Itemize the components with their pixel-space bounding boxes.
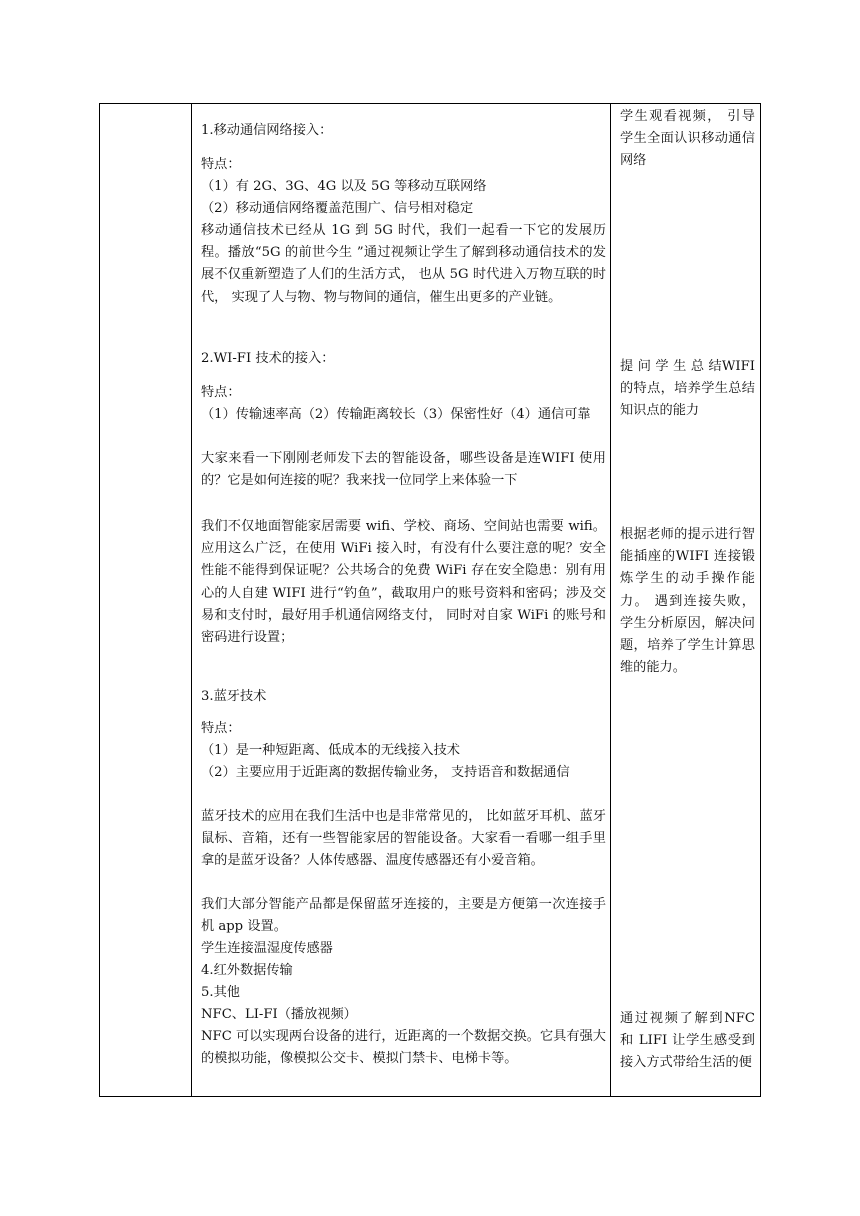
- paragraph: NFC 可以实现两台设备的进行，近距离的一个数据交换。它具有强大的模拟功能，像模拟公交卡、模拟门禁卡、电梯卡等。: [201, 1029, 606, 1067]
- paragraph: 移动通信技术已经从 1G 到 5G 时代，我们一起看一下它的发展历程。播放“5G 的前世今生 ”通过视频让学生了解到移动通信技术的发展不仅重新塑造了人们的生活方式， 也从 5G 时代进入万物互联的时代， 实现了人与物、物与物间的通信，催生出更多的产业链。: [201, 223, 606, 305]
- feature-item: （1）传输速率高（2）传输距离较长（3）保密性好（4）通信可靠: [201, 407, 591, 422]
- feature-label: 特点：: [201, 721, 241, 736]
- section-title: 2.WI-FI 技术的接入：: [201, 351, 335, 366]
- section-title: 4.红外数据传输: [201, 963, 293, 978]
- column-divider: [191, 104, 192, 1096]
- feature-item: （2）主要应用于近距离的数据传输业务， 支持语音和数据通信: [201, 765, 570, 780]
- paragraph: NFC、LI-FI（播放视频）: [201, 1007, 357, 1022]
- teaching-content-column: [201, 120, 606, 1096]
- column-divider: [610, 104, 611, 1096]
- lesson-table: [99, 103, 761, 1097]
- paragraph: 大家来看一下刚刚老师发下去的智能设备，哪些设备是连WIFI 使用的？它是如何连接的呢？我来找一位同学上来体验一下: [201, 451, 606, 489]
- paragraph: 学生连接温湿度传感器: [201, 941, 333, 956]
- feature-item: （1）是一种短距离、低成本的无线接入技术: [201, 743, 460, 758]
- section-title: 1.移动通信网络接入：: [201, 123, 333, 138]
- paragraph: 我们大部分智能产品都是保留蓝牙连接的，主要是方便第一次连接手机 app 设置。: [201, 897, 606, 935]
- paragraph: 蓝牙技术的应用在我们生活中也是非常常见的， 比如蓝牙耳机、蓝牙鼠标、音箱，还有一些智能家居的智能设备。大家看一看哪一组手里拿的是蓝牙设备？人体传感器、温度传感器还有小爱音箱。: [201, 809, 606, 869]
- activity-note: 根据老师的提示进行智能插座的WIFI 连接锻炼学生的动手操作能力。 遇到连接失败， 学生分析原因，解决问题，培养了学生计算思维的能力。: [620, 527, 755, 676]
- feature-label: 特点：: [201, 157, 241, 172]
- section-title: 5.其他: [201, 985, 240, 1000]
- student-activity-column: [620, 104, 755, 1096]
- section-title: 3.蓝牙技术: [201, 689, 267, 704]
- activity-note: 学生观看视频， 引导学生全面认识移动通信网络: [620, 109, 755, 169]
- feature-item: （2）移动通信网络覆盖范围广、信号相对稳定: [201, 201, 474, 216]
- feature-item: （1）有 2G、3G、4G 以及 5G 等移动互联网络: [201, 179, 487, 194]
- feature-label: 特点：: [201, 385, 241, 400]
- activity-note: 通过视频了解到NFC 和 LIFI 让学生感受到接入方式带给生活的便: [620, 1011, 755, 1071]
- paragraph: 我们不仅地面智能家居需要 wifi、学校、商场、空间站也需要 wifi。应用这么广泛，在使用 WiFi 接入时，有没有什么要注意的呢？安全性能不能得到保证呢？公共场合的免费 WiFi 存在安全隐患：别有用心的人自建 WIFI 进行“钓鱼”，截取用户的账号资料和密码；涉及交易和支付时，最好用手机通信网络支付， 同时对自家 WiFi 的账号和密码进行设置；: [201, 519, 606, 646]
- activity-note: 提 问 学 生 总 结WIFI 的特点，培养学生总结知识点的能力: [620, 359, 755, 419]
